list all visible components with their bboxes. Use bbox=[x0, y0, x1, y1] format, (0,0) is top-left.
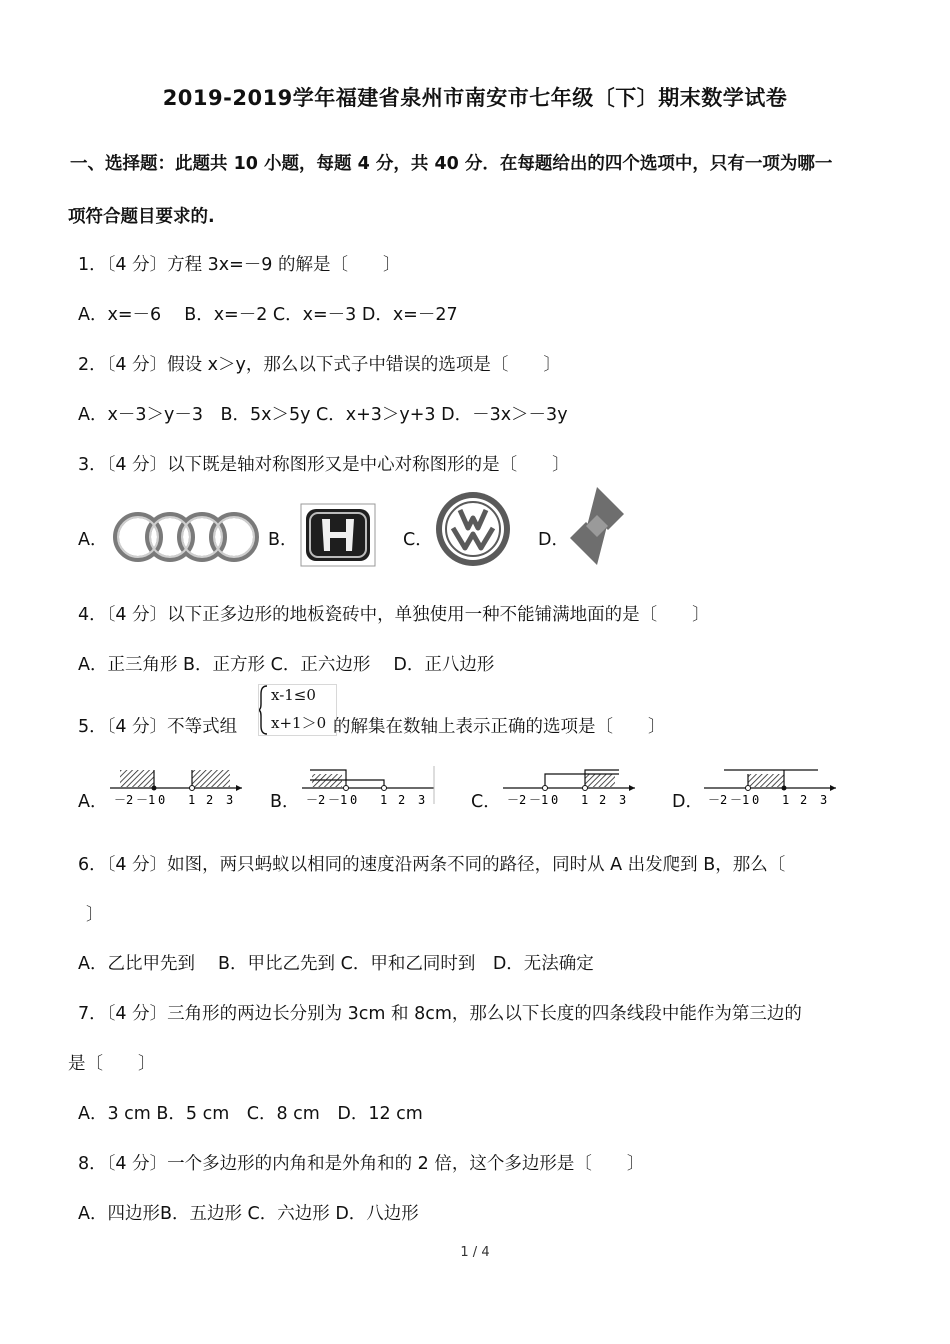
tick-label: －1 bbox=[730, 793, 750, 807]
q7-stem-end: 是〔 〕 bbox=[68, 1054, 156, 1074]
q6-stem-end: 〕 bbox=[86, 905, 104, 925]
tick-label: 3 bbox=[418, 793, 426, 807]
q7-options: A．3 cm B．5 cm C．8 cm D．12 cm bbox=[78, 1104, 423, 1124]
q3-label-a: A． bbox=[78, 530, 108, 550]
q6-options: A．乙比甲先到 B．甲比乙先到 C．甲和乙同时到 D．无法确定 bbox=[78, 954, 594, 974]
tick-label: －2 bbox=[306, 793, 326, 807]
tick-label: －2 bbox=[114, 793, 134, 807]
q5-label-a: A． bbox=[78, 792, 108, 812]
q5-stem-before: 5．〔4 分〕不等式组 bbox=[78, 717, 238, 737]
tick-label: 2 bbox=[800, 793, 808, 807]
page-number: 1 / 4 bbox=[460, 1245, 490, 1260]
q8-stem: 8．〔4 分〕一个多边形的内角和是外角和的 2 倍，这个多边形是〔 〕 bbox=[78, 1154, 645, 1174]
q4-options: A．正三角形 B．正方形 C．正六边形 D．正八边形 bbox=[78, 655, 495, 675]
q3-label-b: B． bbox=[268, 530, 298, 550]
q5-label-c: C． bbox=[471, 792, 501, 812]
inequality-2: x+1＞0 bbox=[271, 714, 327, 732]
page-title: 2019-2019学年福建省泉州市南安市七年级〔下〕期末数学试卷 bbox=[162, 86, 788, 110]
q8-options: A．四边形B．五边形 C．六边形 D．八边形 bbox=[78, 1204, 419, 1224]
q2-options: A．x－3＞y－3 B．5x＞5y C．x+3＞y+3 D．－3x＞－3y bbox=[78, 405, 568, 425]
tick-label: 1 bbox=[188, 793, 196, 807]
q1-stem: 1．〔4 分〕方程 3x=－9 的解是〔 〕 bbox=[78, 255, 401, 275]
audi-rings-icon bbox=[108, 508, 266, 566]
section-heading-line1: 一、选择题：此题共 10 小题，每题 4 分，共 40 分．在每题给出的四个选项中，只有一项为哪一 bbox=[70, 154, 833, 174]
tick-label: 3 bbox=[619, 793, 627, 807]
tick-label: －1 bbox=[328, 793, 348, 807]
number-line-a bbox=[108, 760, 248, 808]
tick-label: 1 bbox=[782, 793, 790, 807]
tick-label: 0 bbox=[158, 793, 166, 807]
number-line-b bbox=[300, 760, 440, 808]
tick-label: 0 bbox=[551, 793, 559, 807]
q2-stem: 2．〔4 分〕假设 x＞y，那么以下式子中错误的选项是〔 〕 bbox=[78, 355, 561, 375]
q5-label-d: D． bbox=[672, 792, 703, 812]
q5-stem-after: 的解集在数轴上表示正确的选项是〔 〕 bbox=[333, 717, 666, 737]
honda-logo-icon bbox=[300, 503, 376, 567]
tick-label: 3 bbox=[820, 793, 828, 807]
q6-stem: 6．〔4 分〕如图，两只蚂蚁以相同的速度沿两条不同的路径，同时从 A 出发爬到 B，那么〔 bbox=[78, 855, 786, 875]
tick-label: 2 bbox=[599, 793, 607, 807]
tick-label: 2 bbox=[206, 793, 214, 807]
q7-stem: 7．〔4 分〕三角形的两边长分别为 3cm 和 8cm，那么以下长度的四条线段中能作为第三边的 bbox=[78, 1004, 802, 1024]
number-line-c bbox=[501, 760, 641, 808]
volkswagen-logo-icon bbox=[433, 490, 513, 568]
tick-label: 0 bbox=[752, 793, 760, 807]
q3-label-d: D． bbox=[538, 530, 569, 550]
number-line-d bbox=[702, 760, 842, 808]
diamond-logo-icon bbox=[568, 485, 626, 567]
tick-label: 0 bbox=[350, 793, 358, 807]
inequality-1: x-1≤0 bbox=[271, 686, 316, 704]
q3-label-c: C． bbox=[403, 530, 433, 550]
tick-label: 3 bbox=[226, 793, 234, 807]
q5-label-b: B． bbox=[270, 792, 300, 812]
tick-label: －1 bbox=[529, 793, 549, 807]
tick-label: －2 bbox=[708, 793, 728, 807]
tick-label: 2 bbox=[398, 793, 406, 807]
section-heading-line2: 项符合题目要求的. bbox=[68, 207, 215, 227]
q4-stem: 4．〔4 分〕以下正多边形的地板瓷砖中，单独使用一种不能铺满地面的是〔 〕 bbox=[78, 605, 710, 625]
tick-label: 1 bbox=[380, 793, 388, 807]
tick-label: －2 bbox=[507, 793, 527, 807]
tick-label: －1 bbox=[136, 793, 156, 807]
q3-stem: 3．〔4 分〕以下既是轴对称图形又是中心对称图形的是〔 〕 bbox=[78, 455, 570, 475]
tick-label: 1 bbox=[581, 793, 589, 807]
q1-options: A．x=－6 B．x=－2 C．x=－3 D．x=－27 bbox=[78, 305, 458, 325]
